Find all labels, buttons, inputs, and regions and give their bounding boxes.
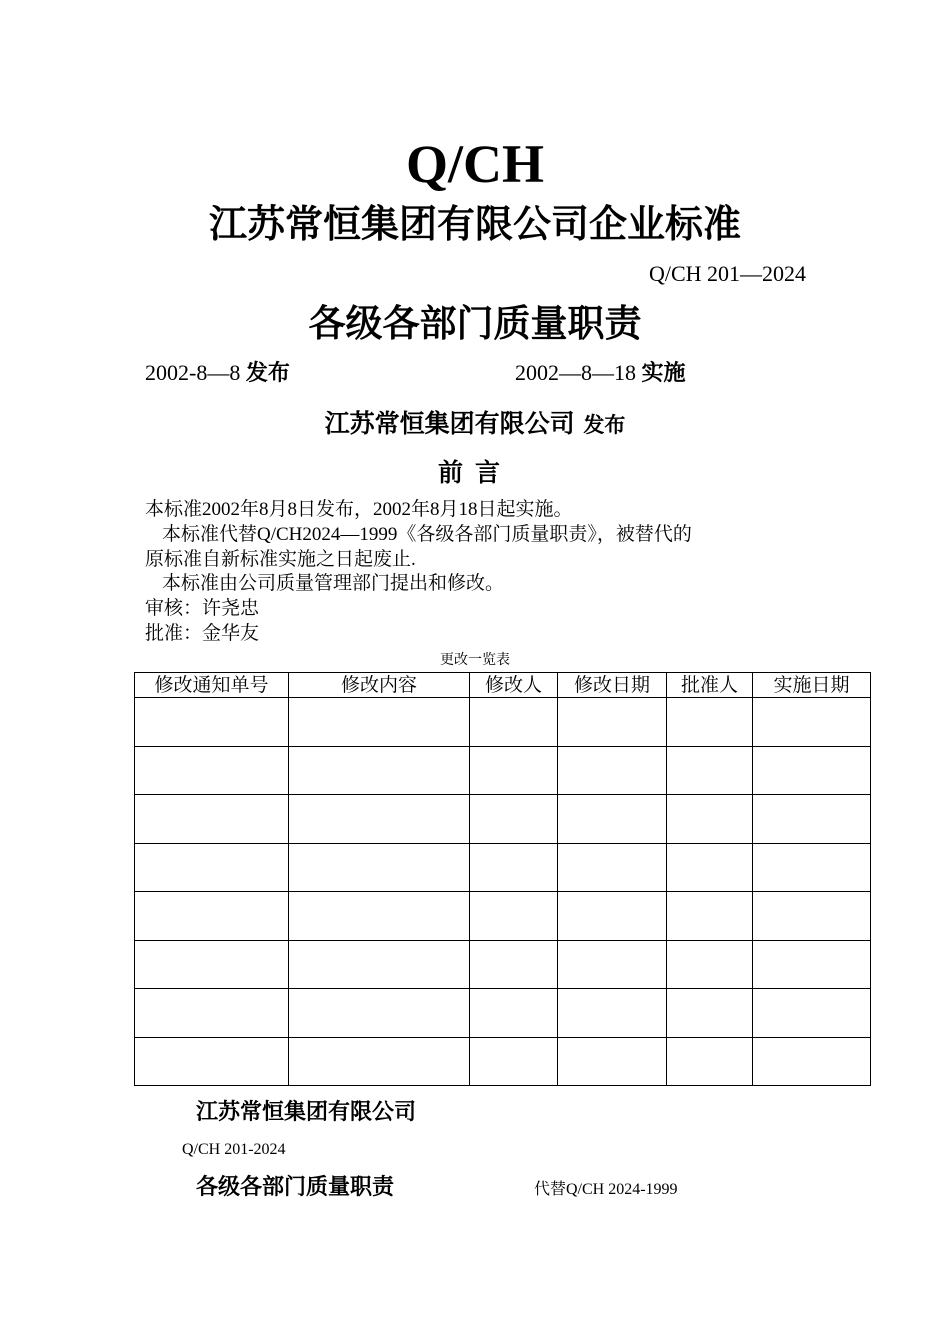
table-cell: [558, 746, 667, 795]
preface-title: 前言: [437, 458, 512, 487]
table-cell: [753, 940, 871, 989]
approver-line: 批准：金华友: [145, 623, 260, 644]
table-cell: [753, 1037, 871, 1086]
table-cell: [289, 892, 470, 941]
footer-standard-code: Q/CH 201-2024: [182, 1141, 286, 1158]
table-row: [135, 1037, 871, 1086]
column-header: 修改人: [470, 673, 558, 698]
table-cell: [135, 746, 289, 795]
table-cell: [135, 698, 289, 747]
reviewer-line: 审核：许尧忠: [145, 598, 260, 619]
publisher-name: 江苏常恒集团有限公司: [324, 409, 575, 438]
preface-line: 原标准自新标准实施之日起废止.: [145, 549, 416, 570]
table-cell: [289, 1037, 470, 1086]
column-header: 实施日期: [753, 673, 871, 698]
table-cell: [558, 795, 667, 844]
table-cell: [470, 989, 558, 1038]
table-row: [135, 940, 871, 989]
company-standard-title: 江苏常恒集团有限公司企业标准: [208, 202, 741, 246]
footer-title: 各级各部门质量职责: [196, 1175, 395, 1200]
table-cell: [667, 795, 753, 844]
preface-line: 本标准2002年8月8日发布，2002年8月18日起实施。: [145, 499, 573, 520]
column-header: 修改内容: [289, 673, 470, 698]
table-cell: [667, 843, 753, 892]
column-header: 修改日期: [558, 673, 667, 698]
table-cell: [135, 892, 289, 941]
table-cell: [470, 1037, 558, 1086]
table-cell: [667, 940, 753, 989]
table-cell: [667, 989, 753, 1038]
footer-company: 江苏常恒集团有限公司: [196, 1100, 417, 1125]
table-cell: [558, 843, 667, 892]
table-row: [135, 746, 871, 795]
table-cell: [470, 843, 558, 892]
table-cell: [667, 892, 753, 941]
table-cell: [558, 989, 667, 1038]
table-cell: [289, 746, 470, 795]
preface-line: 本标准由公司质量管理部门提出和修改。: [162, 573, 505, 594]
table-cell: [667, 698, 753, 747]
table-cell: [289, 940, 470, 989]
table-cell: [558, 1037, 667, 1086]
table-cell: [470, 795, 558, 844]
table-cell: [470, 698, 558, 747]
publisher-line: [0, 406, 950, 443]
preface-line: 本标准代替Q/CH2024—1999《各级各部门质量职责》，被替代的: [162, 524, 692, 545]
standard-number: Q/CH 201—2024: [648, 261, 806, 286]
table-cell: [753, 795, 871, 844]
implementation-label: 实施: [641, 361, 686, 386]
revision-table: [134, 672, 871, 1086]
column-header: 批准人: [667, 673, 753, 698]
table-cell: [753, 989, 871, 1038]
issue-date: 2002-8—8: [145, 360, 241, 385]
issue-label: 发布: [245, 361, 290, 386]
column-header: 修改通知单号: [135, 673, 289, 698]
implementation-date-line: [515, 358, 686, 389]
table-cell: [470, 940, 558, 989]
table-row: [135, 892, 871, 941]
table-row: [135, 989, 871, 1038]
table-cell: [558, 940, 667, 989]
table-cell: [753, 746, 871, 795]
table-cell: [135, 989, 289, 1038]
table-cell: [753, 892, 871, 941]
table-row: [135, 795, 871, 844]
table-cell: [135, 940, 289, 989]
table-cell: [135, 1037, 289, 1086]
table-row: [135, 843, 871, 892]
table-cell: [135, 795, 289, 844]
table-cell: [135, 843, 289, 892]
issue-date-line: [145, 358, 290, 389]
table-cell: [470, 892, 558, 941]
table-cell: [289, 989, 470, 1038]
table-cell: [289, 795, 470, 844]
footer-replaces: 代替Q/CH 2024-1999: [534, 1181, 678, 1198]
implementation-date: 2002—8—18: [515, 360, 636, 385]
table-cell: [289, 698, 470, 747]
table-caption: 更改一览表: [440, 652, 510, 668]
document-title: 各级各部门质量职责: [308, 302, 642, 345]
table-header-row: [135, 673, 871, 698]
table-cell: [667, 746, 753, 795]
table-row: [135, 698, 871, 747]
standard-code: Q/CH: [405, 134, 544, 194]
table-cell: [289, 843, 470, 892]
publisher-suffix: 发布: [583, 413, 626, 437]
table-cell: [753, 698, 871, 747]
table-cell: [470, 746, 558, 795]
table-cell: [558, 698, 667, 747]
table-cell: [753, 843, 871, 892]
table-cell: [667, 1037, 753, 1086]
table-cell: [558, 892, 667, 941]
